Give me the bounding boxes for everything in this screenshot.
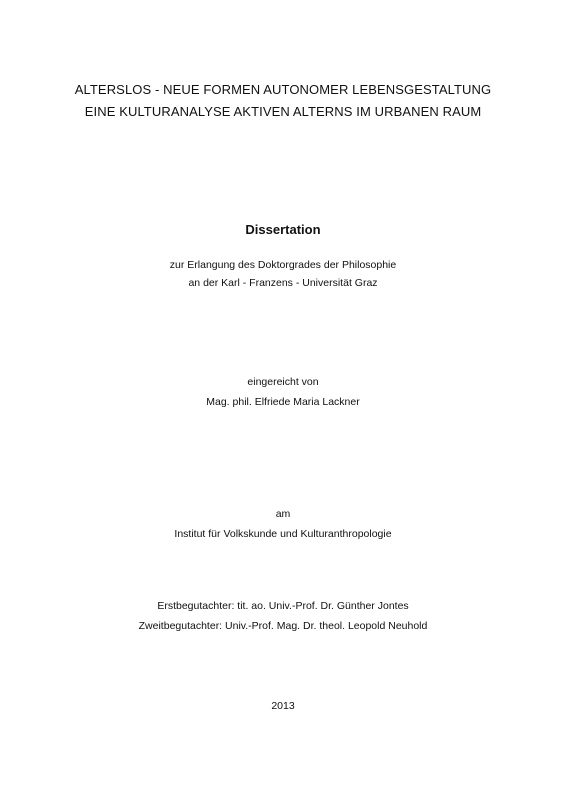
author-name: Mag. phil. Elfriede Maria Lackner — [206, 396, 360, 408]
thesis-title-line-2: EINE KULTURANALYSE AKTIVEN ALTERNS IM URBANEN RAUM — [84, 104, 482, 119]
degree-purpose-line-2: an der Karl - Franzens - Universität Graz — [188, 277, 378, 289]
institute-name: Institut für Volkskunde und Kulturanthropologie — [174, 528, 392, 540]
degree-purpose-line-1: zur Erlangung des Doktorgrades der Philosophie — [169, 259, 397, 271]
second-reviewer: Zweitbegutachter: Univ.-Prof. Mag. Dr. theol. Leopold Neuhold — [138, 620, 428, 632]
thesis-title-line-1: ALTERSLOS - NEUE FORMEN AUTONOMER LEBENSGESTALTUNG — [74, 82, 492, 97]
first-reviewer: Erstbegutachter: tit. ao. Univ.-Prof. Dr. Günther Jontes — [157, 600, 409, 612]
document-type-heading: Dissertation — [245, 222, 321, 237]
submitted-by-label: eingereicht von — [247, 376, 319, 388]
submission-year: 2013 — [271, 700, 295, 712]
institute-label: am — [275, 508, 291, 520]
